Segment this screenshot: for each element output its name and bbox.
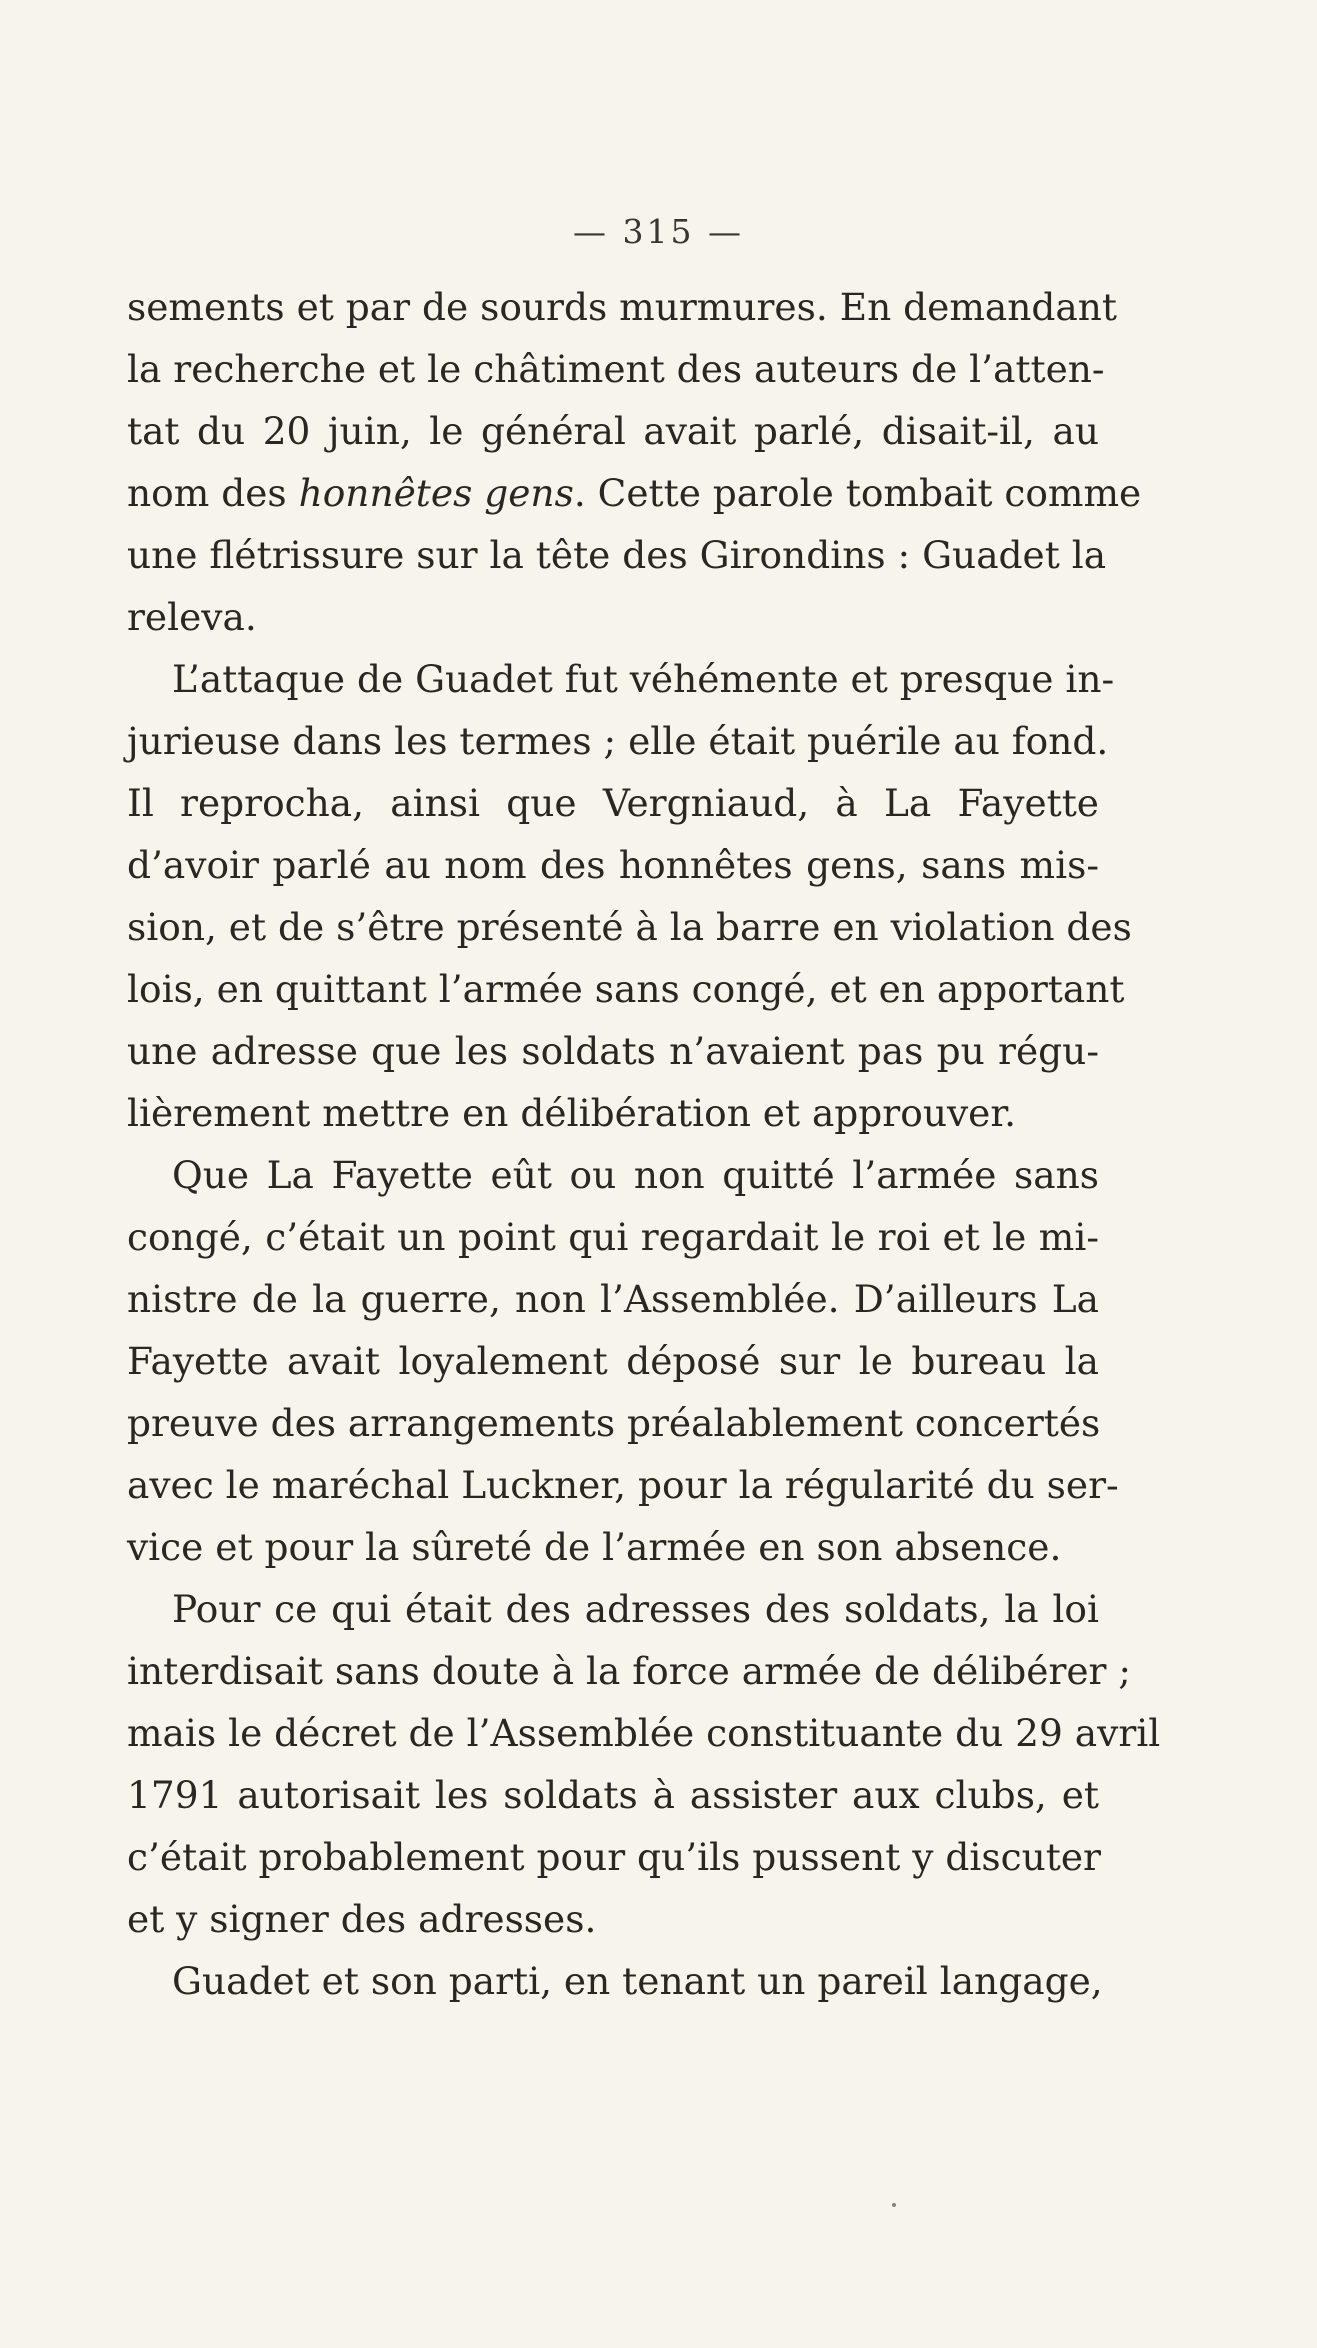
text-line: jurieuse dans les termes ; elle était puérile au fond. [127, 719, 1109, 763]
text-line: c’était probablement pour qu’ils pussent y discuter [127, 1835, 1101, 1879]
text-line: interdisait sans doute à la force armée de délibérer ; [127, 1649, 1132, 1693]
page-number: — 315 — [573, 212, 744, 251]
text-line: avec le maréchal Luckner, pour la régularité du ser- [127, 1463, 1119, 1507]
paragraph [127, 1578, 1161, 1950]
text-line: releva. [127, 595, 257, 639]
text-line: nistre de la guerre, non l’Assemblée. D’ailleurs La [127, 1277, 1099, 1321]
paragraph [127, 648, 1132, 1144]
text-line: la recherche et le châtiment des auteurs de l’atten- [127, 347, 1105, 391]
text-line: lois, en quittant l’armée sans congé, et en apportant [127, 967, 1125, 1011]
text-line: d’avoir parlé au nom des honnêtes gens, sans mis- [127, 843, 1099, 887]
text-segment: . Cette parole tombait comme [573, 471, 1142, 515]
text-line [127, 462, 1142, 524]
paragraph [127, 1144, 1119, 1578]
text-line: tat du 20 juin, le général avait parlé, disait-il, au [127, 409, 1099, 453]
text-line: Fayette avait loyalement déposé sur le bureau la [127, 1339, 1099, 1383]
text-line: Il reprocha, ainsi que Vergniaud, à La Fayette [127, 781, 1099, 825]
text-line: une adresse que les soldats n’avaient pas pu régu- [127, 1029, 1099, 1073]
text-line: L’attaque de Guadet fut véhémente et presque in- [172, 657, 1115, 701]
text-line: vice et pour la sûreté de l’armée en son absence. [127, 1525, 1062, 1569]
text-line: sements et par de sourds murmures. En demandant [127, 285, 1117, 329]
text-line: lièrement mettre en délibération et approuver. [127, 1091, 1017, 1135]
text-line: preuve des arrangements préalablement concertés [127, 1401, 1101, 1445]
paragraph [127, 276, 1142, 648]
text-line: Que La Fayette eût ou non quitté l’armée sans [172, 1153, 1099, 1197]
text-line: 1791 autorisait les soldats à assister aux clubs, et [127, 1773, 1099, 1817]
text-line: une flétrissure sur la tête des Girondins : Guadet la [127, 533, 1107, 577]
text-segment: nom des [127, 471, 299, 515]
paragraph [127, 1950, 1103, 2012]
text-line: et y signer des adresses. [127, 1897, 597, 1941]
text-line: sion, et de s’être présenté à la barre en violation des [127, 905, 1132, 949]
text-line: congé, c’était un point qui regardait le roi et le mi- [127, 1215, 1099, 1259]
paper-speck [892, 2203, 896, 2207]
text-line: Guadet et son parti, en tenant un pareil langage, [172, 1959, 1103, 2003]
italic-phrase: honnêtes gens [298, 471, 574, 515]
text-line: mais le décret de l’Assemblée constituante du 29 avril [127, 1711, 1161, 1755]
body-text [127, 276, 1161, 2012]
text-line: Pour ce qui était des adresses des soldats, la loi [172, 1587, 1099, 1631]
